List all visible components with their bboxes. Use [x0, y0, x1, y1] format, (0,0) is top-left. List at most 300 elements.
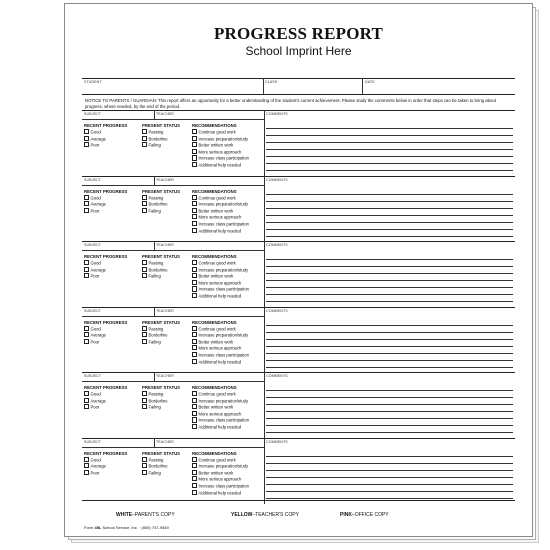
recent-progress-option[interactable]	[84, 142, 99, 148]
subject-section	[82, 372, 515, 438]
recent-progress-option[interactable]	[84, 463, 106, 469]
recent-progress-option[interactable]	[84, 404, 99, 410]
recent-progress-option-label: Good	[90, 129, 101, 135]
recommendation-option-label: Increase class participation	[198, 352, 249, 358]
recommendation-option[interactable]	[192, 267, 248, 273]
recommendation-option[interactable]	[192, 214, 241, 220]
recommendation-option[interactable]	[192, 129, 236, 135]
recent-progress-option[interactable]	[84, 457, 101, 463]
comment-line[interactable]	[266, 273, 513, 274]
checkbox-icon[interactable]	[142, 201, 147, 206]
comment-line[interactable]	[266, 353, 513, 354]
comment-line[interactable]	[266, 470, 513, 471]
recent-progress-option-label: Poor	[90, 142, 100, 148]
comment-line[interactable]	[266, 280, 513, 281]
comment-line[interactable]	[266, 208, 513, 209]
present-status-option-label: Borderline	[148, 267, 168, 273]
checkbox-icon[interactable]	[142, 391, 147, 396]
recent-progress-heading: RECENT PROGRESS	[84, 385, 128, 390]
recommendation-option[interactable]	[192, 345, 241, 351]
comment-line[interactable]	[266, 201, 513, 202]
white-copy-color: WHITE	[116, 512, 133, 518]
teacher-label: TEACHER	[156, 112, 174, 116]
checkbox-icon[interactable]	[192, 221, 197, 226]
present-status-option[interactable]	[142, 457, 163, 463]
checkbox-icon[interactable]	[84, 332, 89, 337]
comment-line[interactable]	[266, 142, 513, 143]
teacher-divider	[154, 438, 155, 447]
comment-line[interactable]	[266, 229, 513, 230]
comment-line[interactable]	[266, 156, 513, 157]
present-status-option-label: Passing	[148, 457, 164, 463]
recommendation-option-label: More serious approach	[198, 476, 242, 482]
pink-copy-color: PINK	[340, 512, 352, 518]
comment-line[interactable]	[266, 390, 513, 391]
comment-line[interactable]	[266, 360, 513, 361]
comments-divider	[264, 438, 265, 504]
comment-line[interactable]	[266, 456, 513, 457]
recommendation-option[interactable]	[192, 490, 241, 496]
recent-progress-option[interactable]	[84, 332, 106, 338]
section-top-rule	[82, 110, 515, 111]
present-status-option-label: Failing	[148, 208, 161, 214]
checkbox-icon[interactable]	[192, 260, 197, 265]
recommendation-option[interactable]	[192, 476, 241, 482]
present-status-option[interactable]	[142, 195, 163, 201]
checkbox-icon[interactable]	[142, 457, 147, 462]
recommendation-option-label: Continue good work	[198, 260, 236, 266]
subject-teacher-rule	[82, 447, 264, 448]
checkbox-icon[interactable]	[192, 129, 197, 134]
checkbox-icon[interactable]	[192, 332, 197, 337]
present-status-option[interactable]	[142, 273, 161, 279]
section-top-rule	[82, 176, 515, 177]
checkbox-icon[interactable]	[84, 273, 89, 278]
comment-line[interactable]	[266, 404, 513, 405]
recent-progress-option[interactable]	[84, 136, 106, 142]
comment-line[interactable]	[266, 135, 513, 136]
comments-label: COMMENTS	[266, 439, 288, 444]
checkbox-icon[interactable]	[142, 332, 147, 337]
present-status-option[interactable]	[142, 470, 161, 476]
form-company: School Service, Inc. · (800) 747-9549	[102, 525, 169, 530]
student-field-top-rule	[82, 78, 515, 79]
comments-divider	[264, 372, 265, 438]
present-status-option[interactable]	[142, 260, 163, 266]
yellow-copy-note	[231, 512, 299, 518]
checkbox-icon[interactable]	[192, 142, 197, 147]
comment-line[interactable]	[266, 418, 513, 419]
recommendation-option[interactable]	[192, 286, 249, 292]
white-copy-sheet	[64, 3, 533, 537]
comment-line[interactable]	[266, 491, 513, 492]
present-status-option-label: Failing	[148, 273, 161, 279]
recommendation-option[interactable]	[192, 424, 241, 430]
present-status-option-label: Borderline	[148, 136, 168, 142]
checkbox-icon[interactable]	[142, 273, 147, 278]
recommendation-option[interactable]	[192, 417, 249, 423]
recommendation-option-label: Additional help needed	[198, 293, 242, 299]
recommendation-option[interactable]	[192, 457, 236, 463]
recommendation-option[interactable]	[192, 411, 241, 417]
comment-line[interactable]	[266, 325, 513, 326]
recent-progress-option[interactable]	[84, 195, 101, 201]
subject-teacher-rule	[82, 381, 264, 382]
checkbox-icon[interactable]	[84, 267, 89, 272]
comment-line[interactable]	[266, 236, 513, 237]
comment-line[interactable]	[266, 425, 513, 426]
comment-line[interactable]	[266, 294, 513, 295]
subject-teacher-rule	[82, 119, 264, 120]
checkbox-icon[interactable]	[84, 398, 89, 403]
recent-progress-heading: RECENT PROGRESS	[84, 188, 128, 194]
checkbox-icon[interactable]	[84, 470, 89, 475]
subject-teacher-rule	[82, 316, 264, 317]
checkbox-icon[interactable]	[142, 260, 147, 265]
recommendation-option[interactable]	[192, 293, 241, 299]
recommendation-option[interactable]	[192, 142, 233, 148]
recommendation-option[interactable]	[192, 398, 248, 404]
recommendation-option[interactable]	[192, 162, 241, 168]
recommendation-option-label: Continue good work	[198, 129, 236, 135]
recent-progress-option[interactable]	[84, 339, 99, 345]
present-status-option-label: Failing	[148, 339, 161, 345]
checkbox-icon[interactable]	[192, 352, 197, 357]
recent-progress-option-label: Poor	[90, 404, 100, 410]
teacher-label: TEACHER	[156, 308, 174, 313]
recommendation-option-label: Additional help needed	[198, 424, 242, 430]
recommendation-option-label: Better written work	[198, 142, 234, 148]
checkbox-icon[interactable]	[84, 339, 89, 344]
checkbox-icon[interactable]	[192, 398, 197, 403]
present-status-heading: PRESENT STATUS	[142, 450, 181, 456]
recommendation-option-label: Increase class participation	[198, 156, 249, 162]
checkbox-icon[interactable]	[192, 208, 197, 213]
recommendation-option[interactable]	[192, 352, 249, 358]
student-field-bottom-rule	[82, 94, 515, 95]
present-status-option-label: Passing	[148, 129, 164, 135]
checkbox-icon[interactable]	[84, 457, 89, 462]
recent-progress-option[interactable]	[84, 326, 101, 332]
present-status-option[interactable]	[142, 208, 161, 214]
checkbox-icon[interactable]	[142, 398, 147, 403]
recommendation-option-label: Increase preparation/study	[198, 201, 249, 207]
recent-progress-option[interactable]	[84, 398, 106, 404]
present-status-option[interactable]	[142, 463, 168, 469]
recommendation-option[interactable]	[192, 339, 233, 345]
checkbox-icon[interactable]	[192, 411, 197, 416]
comments-label: COMMENTS	[266, 243, 288, 247]
subject-label: SUBJECT	[84, 177, 102, 182]
recent-progress-option-label: Good	[90, 326, 101, 332]
comment-line[interactable]	[266, 259, 513, 260]
comment-line[interactable]	[266, 477, 513, 478]
checkbox-icon[interactable]	[192, 155, 197, 160]
checkbox-icon[interactable]	[192, 201, 197, 206]
present-status-option-label: Passing	[148, 260, 164, 266]
comment-line[interactable]	[266, 149, 513, 150]
comment-line[interactable]	[266, 128, 513, 129]
checkbox-icon[interactable]	[142, 326, 147, 331]
checkbox-icon[interactable]	[192, 345, 197, 350]
recommendation-option[interactable]	[192, 201, 248, 207]
present-status-option[interactable]	[142, 391, 163, 397]
comment-line[interactable]	[266, 463, 513, 464]
student-label: STUDENT	[84, 80, 102, 84]
present-status-option[interactable]	[142, 398, 168, 404]
present-status-option-label: Borderline	[148, 398, 168, 404]
present-status-heading: PRESENT STATUS	[142, 319, 181, 325]
recommendation-option-label: More serious approach	[198, 411, 242, 417]
present-status-option[interactable]	[142, 201, 168, 207]
recommendation-option[interactable]	[192, 208, 233, 214]
present-status-option-label: Passing	[148, 195, 164, 201]
subject-section	[82, 307, 515, 373]
present-status-option-label: Passing	[148, 391, 164, 397]
checkbox-icon[interactable]	[192, 286, 197, 291]
checkbox-icon[interactable]	[84, 208, 89, 213]
recent-progress-heading: RECENT PROGRESS	[84, 254, 128, 259]
present-status-option-label: Borderline	[148, 332, 168, 338]
comment-line[interactable]	[266, 266, 513, 267]
comment-line[interactable]	[266, 339, 513, 340]
recommendation-option[interactable]	[192, 463, 248, 469]
recent-progress-option-label: Poor	[90, 208, 100, 214]
recommendation-option-label: Better written work	[198, 273, 234, 279]
recent-progress-option-label: Poor	[90, 273, 100, 279]
checkbox-icon[interactable]	[192, 214, 197, 219]
recommendation-option[interactable]	[192, 280, 241, 286]
checkbox-icon[interactable]	[142, 463, 147, 468]
checkbox-icon[interactable]	[192, 490, 197, 495]
recommendation-option[interactable]	[192, 332, 248, 338]
checkbox-icon[interactable]	[192, 417, 197, 422]
recent-progress-option[interactable]	[84, 201, 106, 207]
recommendation-option-label: More serious approach	[198, 149, 242, 155]
recommendation-option-label: Better written work	[198, 208, 234, 214]
form-number-line	[84, 525, 169, 530]
comment-line[interactable]	[266, 411, 513, 412]
comment-line[interactable]	[266, 332, 513, 333]
comments-label: COMMENTS	[266, 308, 288, 313]
recommendation-option[interactable]	[192, 221, 249, 227]
checkbox-icon[interactable]	[192, 326, 197, 331]
checkbox-icon[interactable]	[192, 463, 197, 468]
checkbox-icon[interactable]	[142, 404, 147, 409]
recent-progress-option-label: Average	[90, 136, 107, 142]
checkbox-icon[interactable]	[84, 404, 89, 409]
comments-divider	[264, 241, 265, 307]
recommendation-option-label: Increase class participation	[198, 221, 249, 227]
white-copy-label: –PARENT'S COPY	[132, 512, 175, 518]
comment-line[interactable]	[266, 215, 513, 216]
teacher-divider	[154, 307, 155, 316]
subject-label: SUBJECT	[84, 439, 102, 444]
recent-progress-option-label: Average	[90, 463, 107, 469]
comment-line[interactable]	[266, 484, 513, 485]
recommendation-option-label: Increase class participation	[198, 483, 249, 489]
school-imprint: School Imprint Here	[245, 44, 352, 58]
recommendation-option[interactable]	[192, 155, 249, 161]
checkbox-icon[interactable]	[142, 129, 147, 134]
date-label: DATE	[365, 80, 375, 84]
present-status-option[interactable]	[142, 326, 163, 332]
present-status-option[interactable]	[142, 267, 168, 273]
present-status-option[interactable]	[142, 339, 161, 345]
subject-section	[82, 176, 515, 242]
comment-line[interactable]	[266, 367, 513, 368]
recent-progress-option-label: Average	[90, 201, 107, 207]
recommendations-heading: RECOMMENDATIONS	[192, 254, 237, 259]
checkbox-icon[interactable]	[142, 470, 147, 475]
comment-line[interactable]	[266, 194, 513, 195]
checkbox-icon[interactable]	[142, 195, 147, 200]
present-status-option[interactable]	[142, 404, 161, 410]
recommendation-option[interactable]	[192, 228, 241, 234]
form-prefix: Form	[84, 525, 94, 530]
teacher-divider	[154, 372, 155, 381]
recent-progress-option[interactable]	[84, 267, 106, 273]
recommendation-option[interactable]	[192, 195, 236, 201]
recent-progress-option-label: Good	[90, 195, 101, 201]
recommendation-option[interactable]	[192, 359, 241, 365]
recommendation-option-label: Additional help needed	[198, 228, 242, 234]
checkbox-icon[interactable]	[142, 142, 147, 147]
recommendations-heading: RECOMMENDATIONS	[192, 188, 237, 194]
recommendation-option[interactable]	[192, 260, 236, 266]
checkbox-icon[interactable]	[84, 326, 89, 331]
recommendation-option[interactable]	[192, 483, 249, 489]
comment-line[interactable]	[266, 163, 513, 164]
sections-bottom-rule	[82, 500, 515, 501]
checkbox-icon[interactable]	[142, 136, 147, 141]
recommendation-option-label: Better written work	[198, 404, 234, 410]
recent-progress-option[interactable]	[84, 260, 101, 266]
recommendations-heading: RECOMMENDATIONS	[192, 123, 237, 128]
checkbox-icon[interactable]	[192, 149, 197, 154]
recent-progress-option-label: Good	[90, 457, 101, 463]
present-status-option[interactable]	[142, 332, 168, 338]
checkbox-icon[interactable]	[192, 293, 197, 298]
recent-progress-option-label: Good	[90, 260, 101, 266]
checkbox-icon[interactable]	[192, 391, 197, 396]
page-title: PROGRESS REPORT	[213, 24, 384, 43]
recent-progress-heading: RECENT PROGRESS	[84, 450, 128, 456]
checkbox-icon[interactable]	[192, 228, 197, 233]
recent-progress-option[interactable]	[84, 273, 99, 279]
checkbox-icon[interactable]	[84, 463, 89, 468]
checkbox-icon[interactable]	[142, 339, 147, 344]
pink-copy-note	[340, 512, 389, 518]
checkbox-icon[interactable]	[192, 476, 197, 481]
recommendation-option-label: Continue good work	[198, 457, 236, 463]
recommendation-option[interactable]	[192, 470, 233, 476]
present-status-option-label: Failing	[148, 404, 161, 410]
comment-line[interactable]	[266, 346, 513, 347]
checkbox-icon[interactable]	[192, 195, 197, 200]
recommendation-option[interactable]	[192, 273, 233, 279]
checkbox-icon[interactable]	[84, 391, 89, 396]
comments-label: COMMENTS	[266, 177, 288, 182]
subject-label: SUBJECT	[84, 243, 102, 247]
checkbox-icon[interactable]	[192, 457, 197, 462]
recent-progress-option[interactable]	[84, 391, 101, 397]
comments-label: COMMENTS	[266, 112, 288, 116]
checkbox-icon[interactable]	[84, 129, 89, 134]
comment-line[interactable]	[266, 287, 513, 288]
checkbox-icon[interactable]	[142, 267, 147, 272]
checkbox-icon[interactable]	[84, 142, 89, 147]
checkbox-icon[interactable]	[192, 280, 197, 285]
checkbox-icon[interactable]	[84, 260, 89, 265]
recommendation-option-label: Continue good work	[198, 326, 236, 332]
recommendation-option-label: Continue good work	[198, 391, 236, 397]
recommendation-option-label: More serious approach	[198, 345, 242, 351]
checkbox-icon[interactable]	[84, 201, 89, 206]
recommendation-option[interactable]	[192, 326, 236, 332]
subject-section	[82, 110, 515, 176]
present-status-option-label: Passing	[148, 326, 164, 332]
present-status-heading: PRESENT STATUS	[142, 385, 181, 390]
yellow-copy-color: YELLOW	[231, 512, 253, 518]
checkbox-icon[interactable]	[192, 339, 197, 344]
section-top-rule	[82, 372, 515, 373]
recommendation-option[interactable]	[192, 149, 241, 155]
recent-progress-option[interactable]	[84, 470, 99, 476]
checkbox-icon[interactable]	[192, 470, 197, 475]
present-status-option[interactable]	[142, 129, 163, 135]
comment-line[interactable]	[266, 498, 513, 499]
class-label: CLASS	[265, 80, 278, 84]
form-number: 45L	[94, 525, 102, 530]
checkbox-icon[interactable]	[84, 195, 89, 200]
present-status-option-label: Borderline	[148, 201, 168, 207]
present-status-option-label: Failing	[148, 470, 161, 476]
recent-progress-heading: RECENT PROGRESS	[84, 123, 128, 128]
recommendation-option[interactable]	[192, 404, 233, 410]
present-status-option[interactable]	[142, 136, 168, 142]
comment-line[interactable]	[266, 432, 513, 433]
comment-line[interactable]	[266, 397, 513, 398]
present-status-option[interactable]	[142, 142, 161, 148]
comment-line[interactable]	[266, 170, 513, 171]
recommendation-option[interactable]	[192, 136, 248, 142]
checkbox-icon[interactable]	[192, 359, 197, 364]
checkbox-icon[interactable]	[192, 483, 197, 488]
teacher-label: TEACHER	[156, 243, 174, 247]
checkbox-icon[interactable]	[192, 404, 197, 409]
yellow-copy-label: –TEACHER'S COPY	[252, 512, 299, 518]
checkbox-icon[interactable]	[192, 424, 197, 429]
checkbox-icon[interactable]	[192, 267, 197, 272]
comment-line[interactable]	[266, 301, 513, 302]
subject-section	[82, 438, 515, 504]
comment-line[interactable]	[266, 222, 513, 223]
checkbox-icon[interactable]	[84, 136, 89, 141]
checkbox-icon[interactable]	[192, 162, 197, 167]
recent-progress-option[interactable]	[84, 129, 101, 135]
recommendation-option-label: Additional help needed	[198, 490, 242, 496]
checkbox-icon[interactable]	[192, 273, 197, 278]
checkbox-icon[interactable]	[142, 208, 147, 213]
recent-progress-option[interactable]	[84, 208, 99, 214]
checkbox-icon[interactable]	[192, 136, 197, 141]
recommendation-option-label: Increase class participation	[198, 418, 249, 424]
teacher-label: TEACHER	[156, 374, 174, 378]
comments-divider	[264, 110, 265, 176]
comments-divider	[264, 176, 265, 242]
recommendation-option[interactable]	[192, 391, 236, 397]
